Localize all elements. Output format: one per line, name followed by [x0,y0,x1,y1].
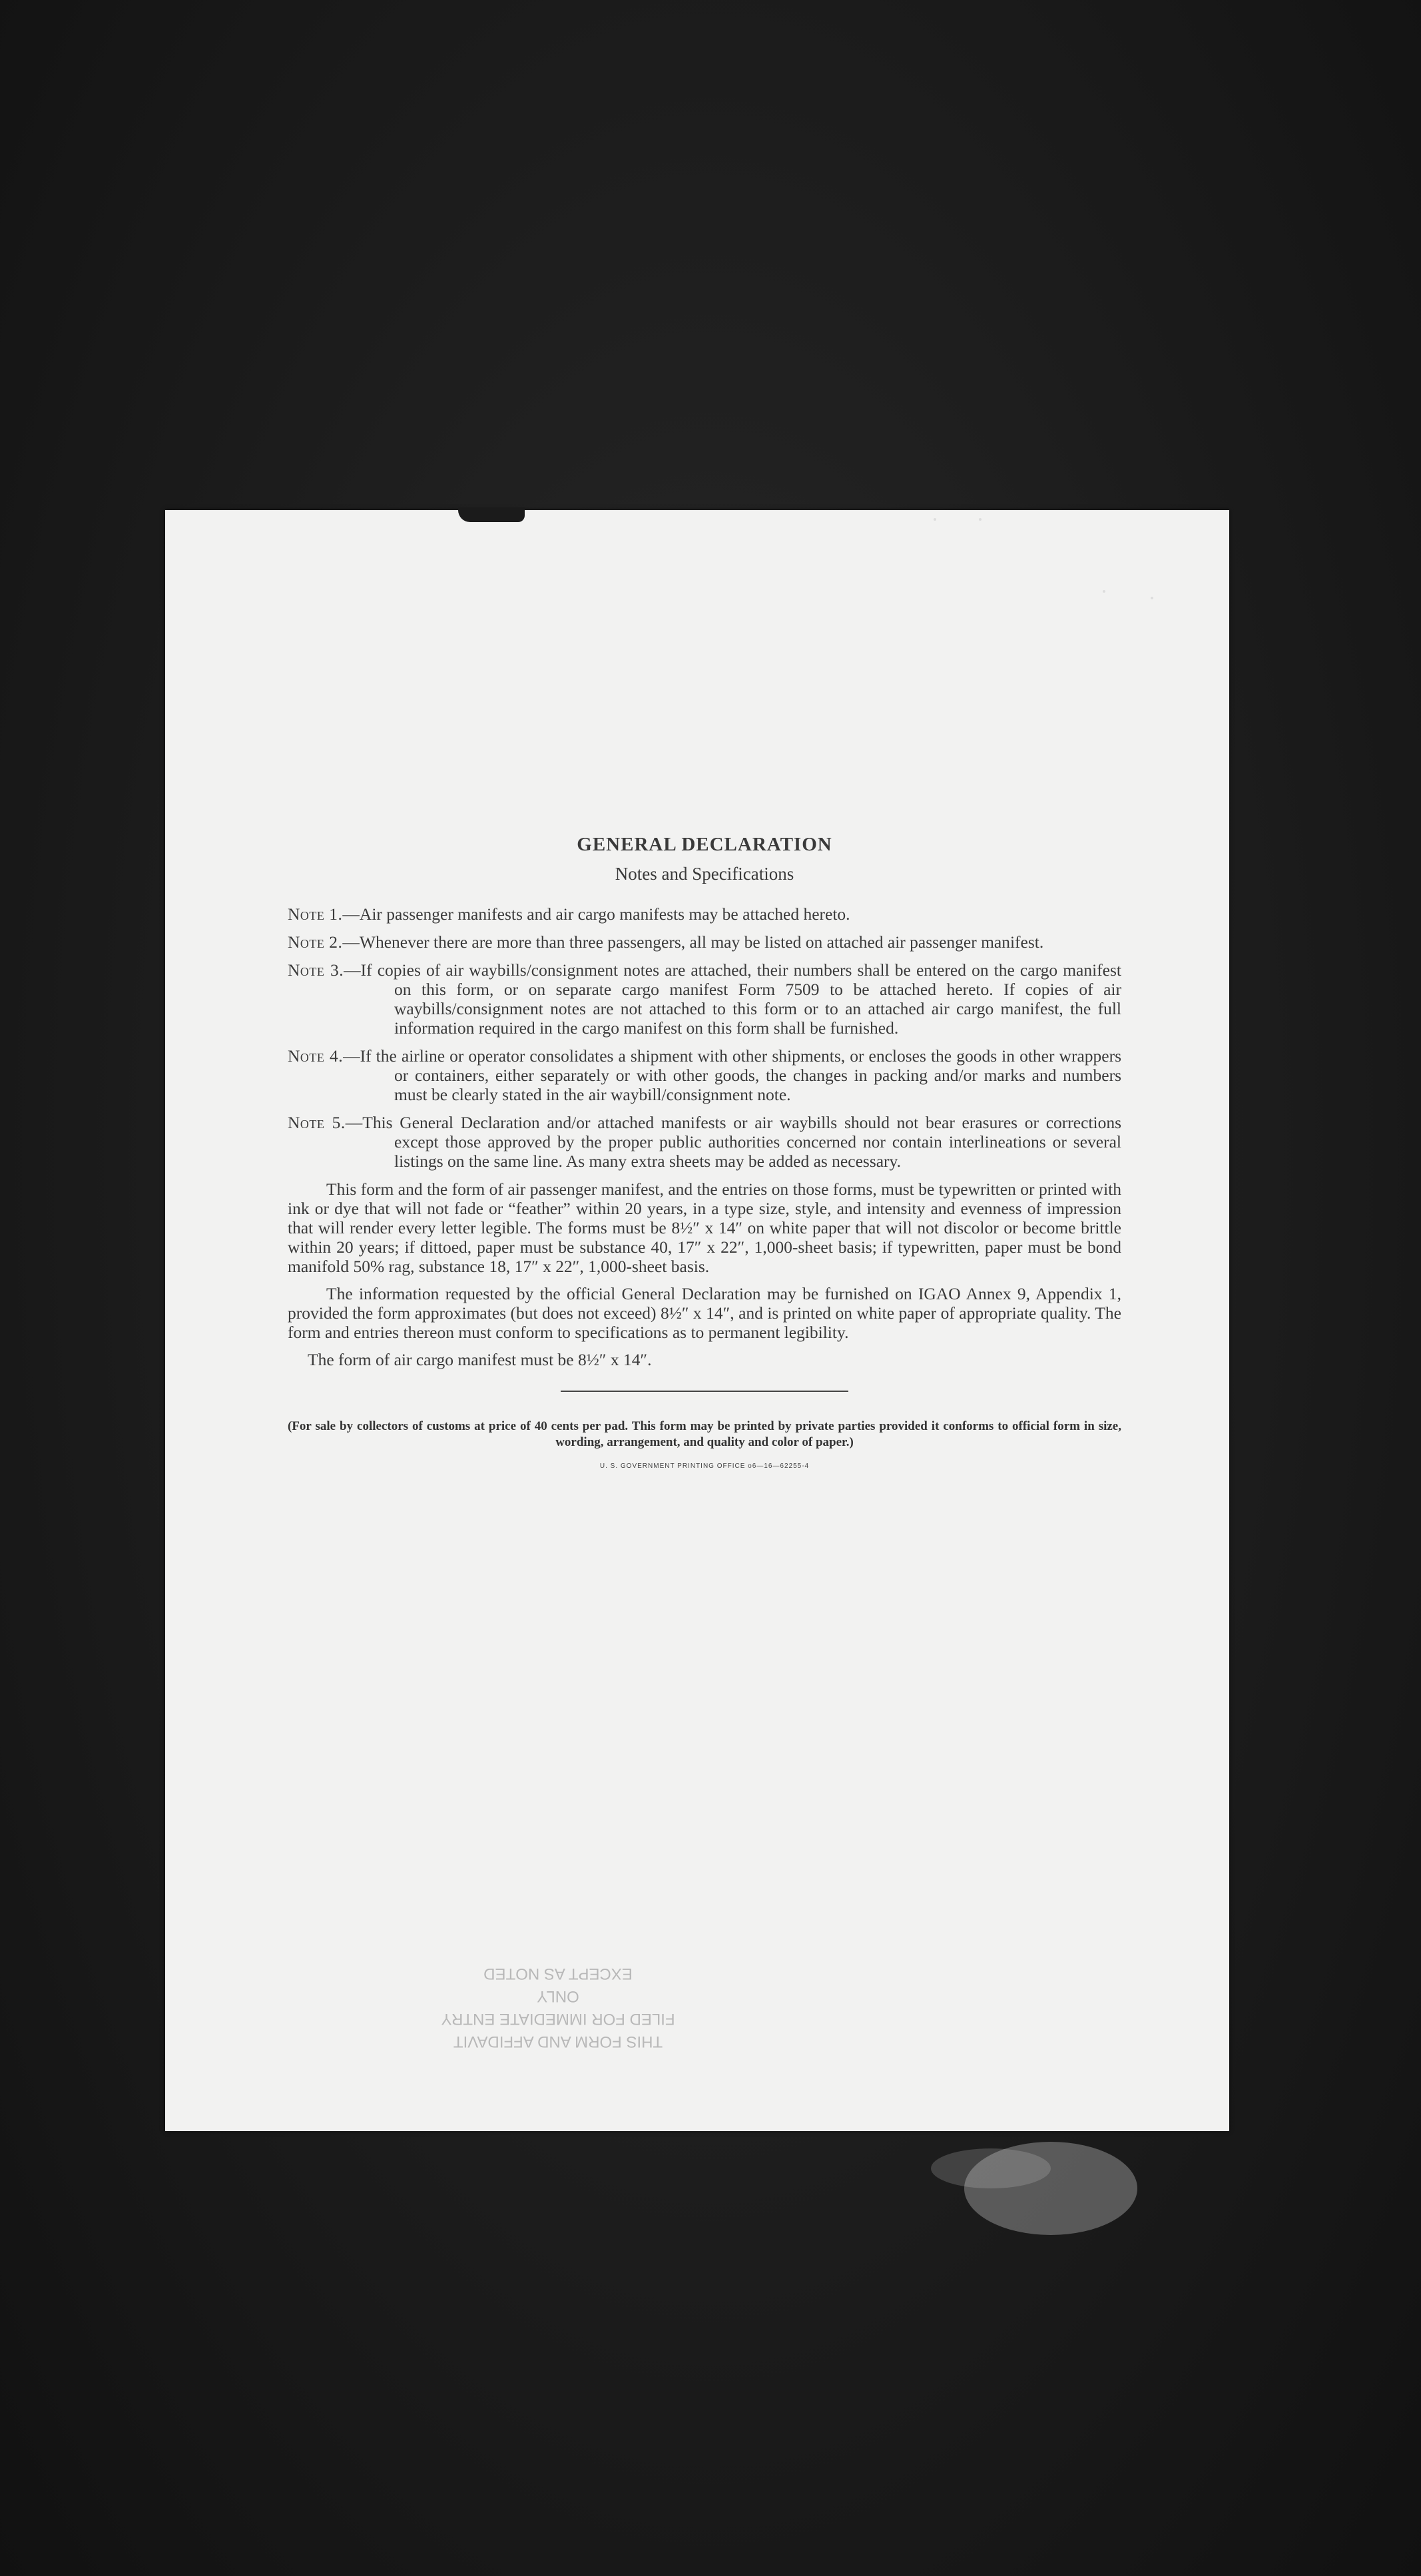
note-label: Note 2. [288,932,343,952]
note-text: —Whenever there are more than three passengers, all may be listed on attached air passenger manifest. [342,932,1044,952]
cargo-manifest-size-line: The form of air cargo manifest must be 8½″ x 14″. [308,1350,652,1369]
sale-notice: (For sale by collectors of customs at price of 40 cents per pad. This form may be printed by private parties provided it conforms to official form in size, wording, arrangement, and quality and color of paper.) [288,1419,1121,1449]
mirrored-stamp [418,1962,698,2053]
specification-paragraph: This form and the form of air passenger manifest, and the entries on those forms, must be typewritten or printed with ink or dye that will not fade or “feather” within 20 years, in a type size, style, and intensity and evenness of impression that will render every letter legible. The forms must be 8½″ x 14″ on white paper that will not discolor or become brittle within 20 years; if dittoed, paper must be substance 40, 17″ x 22″, 1,000-sheet basis; if typewritten, paper must be bond manifold 50% rag, substance 18, 17″ x 22″, 1,000-sheet basis. [288,1179,1121,1276]
note-text: —If copies of air waybills/consignment notes are attached, their numbers shall be entered on the cargo manifest on this form, or on separate cargo manifest Form 7509 to be attached hereto. If copies of air waybills/consignment notes are not attached to this form or to an attached air cargo manifest, the full information required in the cargo manifest on this form shall be furnished. [344,960,1122,1038]
smudge [931,2148,1051,2188]
note-2 [288,932,1121,952]
stamp-line: FILED FOR IMMEDIATE ENTRY ONLY [441,1987,675,2028]
speck [1151,597,1153,599]
page-title: GENERAL DECLARATION [577,834,832,855]
torn-edge [458,507,525,522]
note-text: —This General Declaration and/or attached manifests or air waybills should not bear erasures or corrections except those approved by the proper public authorities concerned nor contain interlineations or several listings on the same line. As many extra sheets may be added as necessary. [345,1113,1122,1171]
note-label: Note 4. [288,1046,344,1066]
declaration-content [288,834,1121,1470]
speck [934,518,936,521]
note-4 [288,1046,1121,1104]
notes-list [288,904,1121,1171]
stamp-line: EXCEPT AS NOTED [483,1965,633,1983]
speck [979,518,982,521]
note-label: Note 5. [288,1113,346,1132]
document-page [165,510,1229,2131]
note-label: Note 3. [288,960,344,980]
note-label: Note 1. [288,904,343,924]
specification-paragraph: The information requested by the official General Declaration may be furnished on IGAO Annex 9, Appendix 1, provided the form approximates (but does not exceed) 8½″ x 14″, and is printed on white paper of appropriate quality. The form and entries thereon must conform to specifications as to permanent legibility. [288,1284,1121,1342]
printer-imprint: U. S. GOVERNMENT PRINTING OFFICE o6—16—62255-4 [599,1462,810,1470]
note-5 [288,1113,1121,1171]
note-3 [288,960,1121,1038]
page-subtitle: Notes and Specifications [615,864,794,884]
note-1 [288,904,1121,924]
divider [561,1391,848,1392]
stamp-line: THIS FORM AND AFFIDAVIT [453,2033,663,2051]
note-text: —If the airline or operator consolidates a shipment with other shipments, or encloses the goods in other wrappers or containers, either separately or with other goods, the changes in packing and/or marks and numbers must be clearly stated in the air waybill/consignment note. [343,1046,1122,1104]
note-text: —Air passenger manifests and air cargo manifests may be attached hereto. [342,904,850,924]
speck [1103,590,1105,593]
